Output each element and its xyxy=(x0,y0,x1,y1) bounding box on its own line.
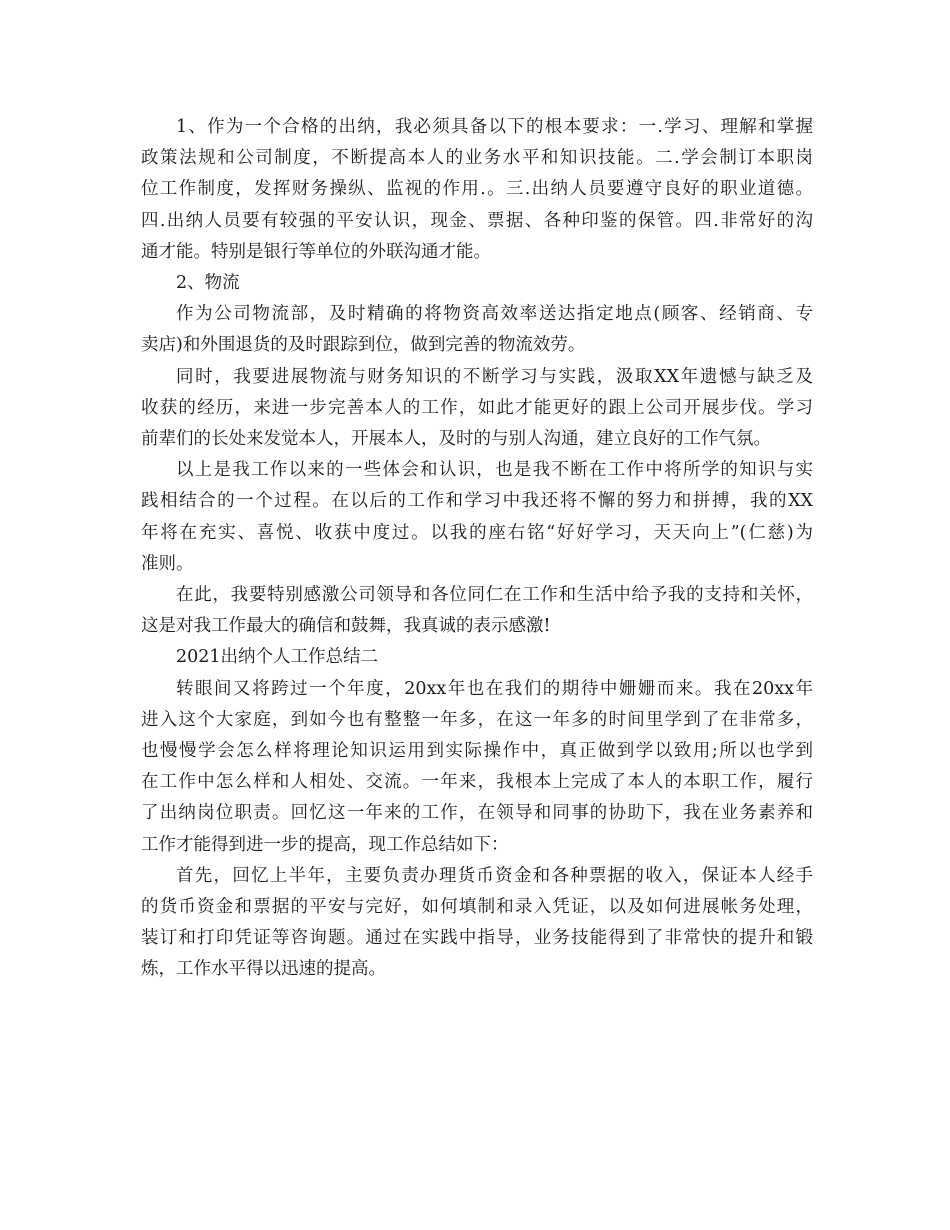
text-line: 的货币资金和票据的平安与完好，如何填制和录入凭证，以及如何进展帐务处理， xyxy=(141,897,813,918)
document-body xyxy=(141,112,813,986)
paragraph xyxy=(141,268,813,299)
text-line: 转眼间又将跨过一个年度，20xx年也在我们的期待中姗姗而来。我在20xx年 xyxy=(176,678,813,699)
paragraph xyxy=(141,362,813,456)
text-line: 炼，工作水平得以迅速的提高。 xyxy=(141,959,386,980)
paragraph xyxy=(141,580,813,642)
text-line: 作为公司物流部，及时精确的将物资高效率送达指定地点(顾客、经销商、专 xyxy=(176,304,813,325)
text-line: 在此，我要特别感激公司领导和各位同仁在工作和生活中给予我的支持和关怀， xyxy=(176,585,813,606)
text-line: 践相结合的一个过程。在以后的工作和学习中我还将不懈的努力和拼搏，我的XX xyxy=(141,491,813,512)
text-line: 收获的经历，来进一步完善本人的工作，如此才能更好的跟上公司开展步伐。学习 xyxy=(141,397,813,418)
paragraph xyxy=(141,861,813,986)
document-page xyxy=(141,112,813,986)
text-line: 位工作制度，发挥财务操纵、监视的作用.。三.出纳人员要遵守良好的职业道德。 xyxy=(141,179,813,200)
text-line: 也慢慢学会怎么样将理论知识运用到实际操作中，真正做到学以致用;所以也学到 xyxy=(141,741,813,762)
paragraph xyxy=(141,674,813,861)
paragraph xyxy=(141,299,813,361)
text-line: 在工作中怎么样和人相处、交流。一年来，我根本上完成了本人的本职工作，履行 xyxy=(141,772,813,793)
text-line: 了出纳岗位职责。回忆这一年来的工作，在领导和同事的协助下，我在业务素养和 xyxy=(141,803,813,824)
paragraph xyxy=(141,112,813,268)
text-line: 2、物流 xyxy=(176,273,240,294)
text-line: 年将在充实、喜悦、收获中度过。以我的座右铭“好好学习，天天向上”(仁慈)为 xyxy=(141,522,813,543)
text-line: 四.出纳人员要有较强的平安认识，现金、票据、各种印鉴的保管。四.非常好的沟 xyxy=(141,210,813,231)
text-line: 卖店)和外围退货的及时跟踪到位，做到完善的物流效劳。 xyxy=(141,335,586,356)
text-line: 准则。 xyxy=(141,553,194,574)
text-line: 首先，回忆上半年，主要负责办理货币资金和各种票据的收入，保证本人经手 xyxy=(176,865,813,886)
text-line: 前辈们的长处来发觉本人，开展本人，及时的与别人沟通，建立良好的工作气氛。 xyxy=(141,429,771,450)
paragraph xyxy=(141,455,813,580)
text-line: 装订和打印凭证等咨询题。通过在实践中指导，业务技能得到了非常快的提升和锻 xyxy=(141,928,813,949)
text-line: 这是对我工作最大的确信和鼓舞，我真诚的表示感激! xyxy=(141,616,551,637)
text-line: 工作才能得到进一步的提高，现工作总结如下： xyxy=(141,834,509,855)
text-line: 2021出纳个人工作总结二 xyxy=(176,647,379,668)
text-line: 通才能。特别是银行等单位的外联沟通才能。 xyxy=(141,241,491,262)
text-line: 同时，我要进展物流与财务知识的不断学习与实践，汲取XX年遗憾与缺乏及 xyxy=(176,366,813,387)
text-line: 政策法规和公司制度，不断提高本人的业务水平和知识技能。二.学会制订本职岗 xyxy=(141,148,813,169)
text-line: 以上是我工作以来的一些体会和认识，也是我不断在工作中将所学的知识与实 xyxy=(176,460,813,481)
text-line: 1、作为一个合格的出纳，我必须具备以下的根本要求：一.学习、理解和掌握 xyxy=(176,117,813,137)
text-line: 进入这个大家庭，到如今也有整整一年多，在这一年多的时间里学到了在非常多， xyxy=(141,709,813,730)
paragraph xyxy=(141,642,813,673)
